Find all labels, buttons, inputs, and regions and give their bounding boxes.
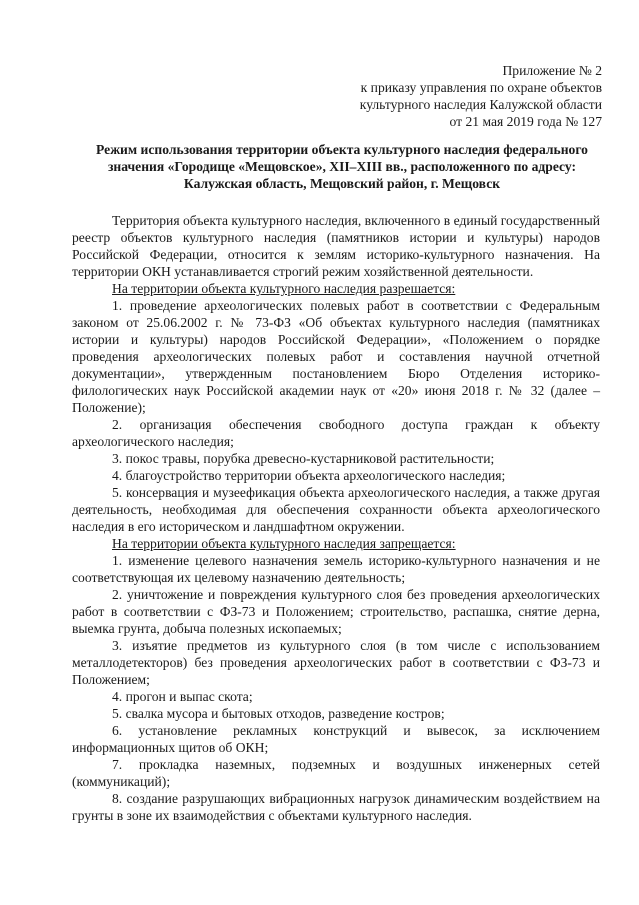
forbidden-heading <box>72 535 600 552</box>
allowed-item: 3. покос травы, порубка древесно-кустарниковой растительности; <box>112 451 495 466</box>
forbidden-item: 3. изъятие предметов из культурного слоя (в том числе с использованием металлодетекторов) без проведения археологических работ в соответствии с ФЗ-73 и Положением; <box>72 638 600 687</box>
allowed-item: 1. проведение археологических полевых работ в соответствии с Федеральным законом от 25.06.2002 г. № 73-ФЗ «Об объектах культурного наследия (памятниках истории и культуры) народов Российской Федерации», «Положением о порядке проведения археологических полевых работ и составления научной отчетной документации», утвержденным постановлением Бюро Отделения историко-филологических наук Российской академии наук от «20» июня 2018 г. № 32 (далее – Положение); <box>72 298 600 415</box>
appendix-authority-line: культурного наследия Калужской области <box>359 97 602 112</box>
forbidden-item: 7. прокладка наземных, подземных и воздушных инженерных сетей (коммуникаций); <box>72 757 600 789</box>
allowed-item: 4. благоустройство территории объекта археологического наследия; <box>112 468 506 483</box>
document-body <box>72 212 600 824</box>
allowed-item: 2. организация обеспечения свободного доступа граждан к объекту археологического наследия; <box>72 417 600 449</box>
appendix-date-line: от 21 мая 2019 года № 127 <box>449 114 602 129</box>
title-line-2: значения «Городище «Мещовское», XII–XIII вв., расположенного по адресу: <box>107 159 577 174</box>
allowed-heading <box>72 280 600 297</box>
forbidden-item: 6. установление рекламных конструкций и вывесок, за исключением информационных щитов об ОКН; <box>72 723 600 755</box>
forbidden-item: 8. создание разрушающих вибрационных нагрузок динамическим воздействием на грунты в зоне их взаимодействия с объектами культурного наследия. <box>72 791 600 823</box>
allowed-heading-text: На территории объекта культурного наследия разрешается: <box>112 281 456 296</box>
forbidden-item: 2. уничтожение и повреждения культурного слоя без проведения археологических работ в соответствии с ФЗ-73 и Положением; строительство, распашка, снятие дерна, выемка грунта, добыча полезных ископаемых; <box>72 587 600 636</box>
forbidden-item: 1. изменение целевого назначения земель историко-культурного назначения и не соответствующая их целевому назначению деятельность; <box>72 553 600 585</box>
title-line-1: Режим использования территории объекта культурного наследия федерального <box>96 142 588 157</box>
document-title <box>72 141 612 192</box>
appendix-order-line: к приказу управления по охране объектов <box>360 80 602 95</box>
appendix-header <box>360 62 602 130</box>
forbidden-heading-text: На территории объекта культурного наследия запрещается: <box>112 536 456 551</box>
allowed-item: 5. консервация и музеефикация объекта археологического наследия, а также другая деятельность, необходимая для обеспечения сохранности объекта археологического наследия в его историческом и ландшафтном окружении. <box>72 485 600 534</box>
forbidden-item: 4. прогон и выпас скота; <box>112 689 253 704</box>
title-line-3: Калужская область, Мещовский район, г. Мещовск <box>183 176 501 191</box>
appendix-number: Приложение № 2 <box>502 63 602 78</box>
forbidden-item: 5. свалка мусора и бытовых отходов, разведение костров; <box>112 706 445 721</box>
intro-paragraph: Территория объекта культурного наследия, включенного в единый государственный реестр объектов культурного наследия (памятников истории и культуры) народов Российской Федерации, относится к землям историко-культурного назначения. На территории ОКН устанавливается строгий режим хозяйственной деятельности. <box>72 213 600 279</box>
